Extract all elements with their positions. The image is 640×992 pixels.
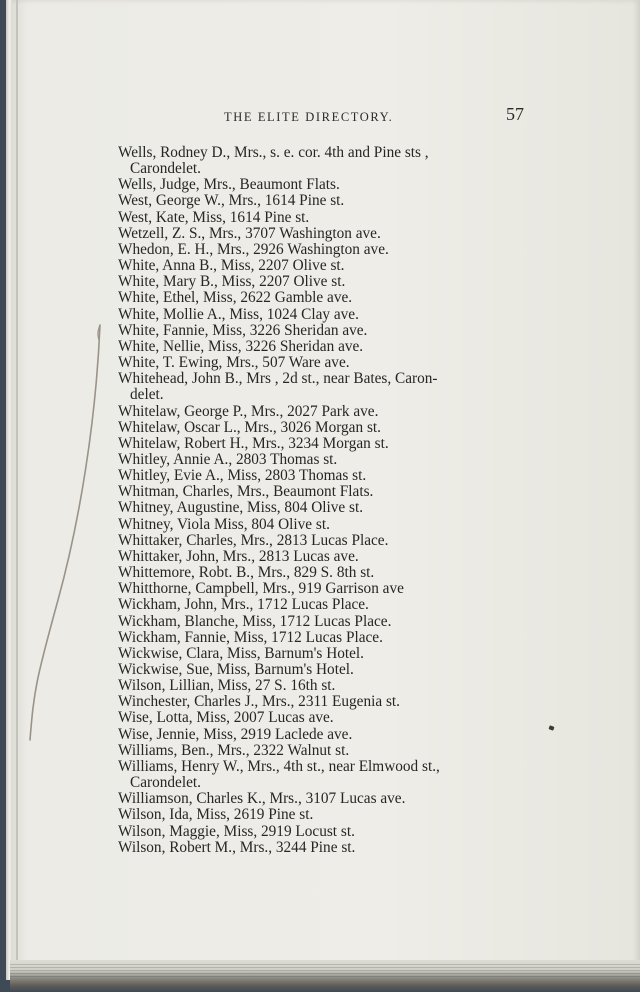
directory-entry: Whitney, Augustine, Miss, 804 Olive st. — [118, 499, 364, 517]
directory-entry: Whitelaw, Robert H., Mrs., 3234 Morgan st. — [118, 434, 389, 452]
directory-entry: Whitelaw, George P., Mrs., 2027 Park ave. — [118, 402, 379, 420]
directory-entry: Whitley, Annie A., 2803 Thomas st. — [118, 450, 338, 468]
directory-entry: Wickwise, Clara, Miss, Barnum's Hotel. — [118, 644, 365, 662]
directory-entry: Wilson, Maggie, Miss, 2919 Locust st. — [118, 822, 355, 840]
directory-entry: Wickham, Fannie, Miss, 1712 Lucas Place. — [118, 628, 383, 646]
directory-entry: Wickham, John, Mrs., 1712 Lucas Place. — [118, 596, 369, 614]
directory-entry: White, Ethel, Miss, 2622 Gamble ave. — [118, 289, 353, 307]
directory-entry: Wells, Rodney D., Mrs., s. e. cor. 4th and Pine sts , — [118, 144, 429, 161]
directory-entry: Whitthorne, Campbell, Mrs., 919 Garrison ave — [118, 580, 404, 598]
directory-entry: Winchester, Charles J., Mrs., 2311 Eugenia st. — [118, 693, 400, 711]
directory-entry: Wilson, Lillian, Miss, 27 S. 16th st. — [118, 677, 336, 695]
directory-entry: White, Fannie, Miss, 3226 Sheridan ave. — [118, 321, 368, 339]
directory-entry: Wells, Judge, Mrs., Beaumont Flats. — [118, 176, 340, 194]
directory-entry: Whitman, Charles, Mrs., Beaumont Flats. — [118, 483, 374, 501]
directory-entry: Williams, Ben., Mrs., 2322 Walnut st. — [118, 741, 350, 759]
directory-entry: Whitelaw, Oscar L., Mrs., 3026 Morgan st. — [118, 418, 381, 436]
directory-entry: White, Mollie A., Miss, 1024 Clay ave. — [118, 305, 359, 323]
directory-entry: White, Anna B., Miss, 2207 Olive st. — [118, 257, 345, 275]
directory-entry: Whittemore, Robt. B., Mrs., 829 S. 8th st. — [118, 564, 375, 582]
directory-entry: White, Nellie, Miss, 3226 Sheridan ave. — [118, 337, 364, 355]
directory-entry: Wise, Lotta, Miss, 2007 Lucas ave. — [118, 709, 334, 727]
directory-entry-continuation: Carondelet. — [130, 774, 201, 792]
page-number: 57 — [506, 104, 524, 124]
directory-entry: Whittaker, John, Mrs., 2813 Lucas ave. — [118, 547, 359, 565]
directory-entry: Williamson, Charles K., Mrs., 3107 Lucas ave. — [118, 790, 406, 808]
directory-entry: Wetzell, Z. S., Mrs., 3707 Washington ave. — [118, 224, 381, 242]
directory-entry: Whitley, Evie A., Miss, 2803 Thomas st. — [118, 467, 367, 485]
directory-entry: Wilson, Ida, Miss, 2619 Pine st. — [118, 806, 314, 824]
directory-entry: Whitehead, John B., Mrs , 2d st., near Bates, Caron- — [118, 370, 438, 388]
directory-entry: Wilson, Robert M., Mrs., 3244 Pine st. — [118, 838, 356, 856]
directory-entry-continuation: delet. — [130, 386, 164, 404]
directory-entry: White, Mary B., Miss, 2207 Olive st. — [118, 273, 346, 291]
directory-entry: Whedon, E. H., Mrs., 2926 Washington ave. — [118, 240, 389, 258]
directory-entry-continuation: Carondelet. — [130, 160, 201, 178]
directory-entry: Wickwise, Sue, Miss, Barnum's Hotel. — [118, 661, 354, 678]
running-title: THE ELITE DIRECTORY. — [224, 110, 394, 124]
directory-entry: Whittaker, Charles, Mrs., 2813 Lucas Place. — [118, 531, 389, 549]
directory-entries — [118, 145, 548, 856]
directory-entry: Wickham, Blanche, Miss, 1712 Lucas Place. — [118, 612, 392, 630]
directory-entry: Whitney, Viola Miss, 804 Olive st. — [118, 515, 330, 533]
directory-entry: Williams, Henry W., Mrs., 4th st., near Elmwood st., — [118, 757, 440, 775]
directory-entry: West, George W., Mrs., 1614 Pine st. — [118, 192, 345, 210]
directory-entry: Wise, Jennie, Miss, 2919 Laclede ave. — [118, 725, 353, 743]
directory-entry: White, T. Ewing, Mrs., 507 Ware ave. — [118, 354, 350, 372]
directory-entry: West, Kate, Miss, 1614 Pine st. — [118, 208, 310, 226]
